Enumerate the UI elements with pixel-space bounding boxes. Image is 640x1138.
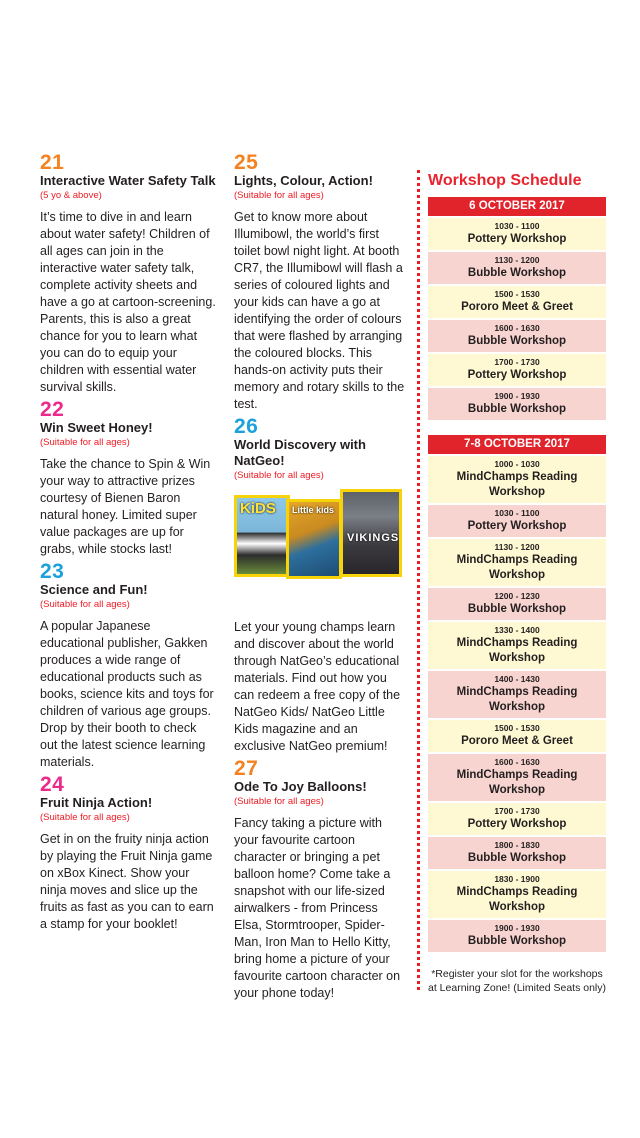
activity-number: 25 xyxy=(234,151,259,174)
natgeo-little-kids-magazine xyxy=(286,499,342,579)
activity-age-note: (Suitable for all ages) xyxy=(234,796,324,807)
slot-workshop-name: Bubble Workshop xyxy=(467,852,567,864)
slot-time: 1000 - 1030 xyxy=(494,459,540,469)
activities-column-middle xyxy=(234,153,408,1006)
activity-age-note: (Suitable for all ages) xyxy=(40,812,130,823)
natgeo-magazines-image xyxy=(234,489,408,607)
activity-number: 26 xyxy=(234,415,259,438)
slot-workshop-name: Pororo Meet & Greet xyxy=(461,735,573,747)
schedule-day-group xyxy=(428,435,606,952)
schedule-slot xyxy=(428,537,606,586)
activity-description: Take the chance to Spin & Win your way to attractive prizes courtesy of Bienen Baron natural honey. Limited super value packages are up for grabs, while stocks last! xyxy=(40,457,211,556)
activity-23 xyxy=(40,562,216,771)
slot-workshop-name: Pottery Workshop xyxy=(467,520,567,532)
schedule-slot xyxy=(428,386,606,420)
activity-description: Fancy taking a picture with your favourite cartoon character or bringing a pet balloon home? Come take a snapshot with our life-sized airwalkers - from Princess Elsa, Stormtrooper, Spider-Man, Iron Man to Hello Kitty, bring home a picture of your favourite cartoon character on your phone today! xyxy=(234,816,401,1000)
slot-workshop-name: Bubble Workshop xyxy=(467,335,567,347)
activity-age-note: (Suitable for all ages) xyxy=(234,470,324,481)
schedule-slot xyxy=(428,835,606,869)
slot-time: 1800 - 1830 xyxy=(494,840,540,850)
activity-number: 21 xyxy=(40,151,65,174)
slot-time: 1130 - 1200 xyxy=(494,255,540,265)
schedule-slot xyxy=(428,801,606,835)
activity-title: Lights, Colour, Action! xyxy=(234,173,373,188)
schedule-slot xyxy=(428,352,606,386)
slot-time: 1500 - 1530 xyxy=(494,289,540,299)
slot-time: 1600 - 1630 xyxy=(494,757,540,767)
schedule-slot xyxy=(428,586,606,620)
schedule-slot xyxy=(428,869,606,918)
schedule-groups xyxy=(428,197,606,952)
slot-workshop-name: Pottery Workshop xyxy=(467,233,567,245)
slot-time: 1200 - 1230 xyxy=(494,591,540,601)
slot-time: 1600 - 1630 xyxy=(494,323,540,333)
activity-title: Win Sweet Honey! xyxy=(40,420,153,435)
magazine-title: Little kids xyxy=(292,505,335,515)
slot-time: 1400 - 1430 xyxy=(494,674,540,684)
schedule-slot xyxy=(428,503,606,537)
slot-time: 1030 - 1100 xyxy=(494,508,540,518)
slot-workshop-name: MindChamps Reading Workshop xyxy=(456,554,578,581)
schedule-slot xyxy=(428,669,606,718)
schedule-slot xyxy=(428,620,606,669)
natgeo-vikings-magazine xyxy=(340,489,402,577)
slot-time: 1130 - 1200 xyxy=(494,542,540,552)
slot-workshop-name: MindChamps Reading Workshop xyxy=(456,637,578,664)
registration-note: *Register your slot for the workshops at Learning Zone! (Limited Seats only) xyxy=(428,968,607,994)
slot-workshop-name: Bubble Workshop xyxy=(467,603,567,615)
slot-workshop-name: Pottery Workshop xyxy=(467,818,567,830)
schedule-date-header: 6 OCTOBER 2017 xyxy=(428,197,606,216)
slot-time: 1330 - 1400 xyxy=(494,625,540,635)
schedule-title: Workshop Schedule xyxy=(428,172,582,189)
activity-description: It’s time to dive in and learn about water safety! Children of all ages can join in the interactive water safety talk, complete activity sheets and have a go at cartoon-screening. Parents, this is also a great chance for you to learn what you can do to equip your children with essential water survival skills. xyxy=(40,210,216,394)
slot-workshop-name: Pororo Meet & Greet xyxy=(461,301,573,313)
activities-column-left xyxy=(40,153,216,937)
activity-age-note: (Suitable for all ages) xyxy=(234,190,324,201)
activity-number: 22 xyxy=(40,398,65,421)
schedule-slot xyxy=(428,284,606,318)
workshop-schedule xyxy=(428,171,606,995)
schedule-slot xyxy=(428,216,606,250)
activity-21 xyxy=(40,153,216,396)
schedule-slot xyxy=(428,752,606,801)
slot-time: 1700 - 1730 xyxy=(494,806,540,816)
activity-24 xyxy=(40,775,216,933)
slot-workshop-name: Bubble Workshop xyxy=(467,403,567,415)
activity-description: Get in on the fruity ninja action by playing the Fruit Ninja game on xBox Kinect. Show your ninja moves and slice up the fruits as fast as you can to earn a stamp for your booklet! xyxy=(40,832,214,931)
activity-description: Get to know more about Illumibowl, the world’s first toilet bowl night light. At booth CR7, the Illumibowl will flash a series of coloured lights and your kids can have a go at identifying the order of colours that were flashed by arranging the coloured blocks. This hands-on activity puts their memory and rotary skills to the test. xyxy=(234,210,405,411)
slot-time: 1900 - 1930 xyxy=(494,923,540,933)
slot-time: 1500 - 1530 xyxy=(494,723,540,733)
slot-workshop-name: Bubble Workshop xyxy=(467,935,567,947)
magazine-title: VIKINGS xyxy=(347,532,400,544)
natgeo-kids-magazine xyxy=(234,495,290,577)
activity-number: 24 xyxy=(40,773,65,796)
activity-22 xyxy=(40,400,216,558)
schedule-slot xyxy=(428,454,606,503)
slot-workshop-name: MindChamps Reading Workshop xyxy=(456,686,578,713)
activity-age-note: (5 yo & above) xyxy=(40,190,102,201)
dotted-divider xyxy=(417,170,420,990)
activity-description: A popular Japanese educational publisher, Gakken produces a wide range of educational products such as books, science kits and toys for children of various age groups. Drop by their booth to check out the latest science learning materials. xyxy=(40,619,214,769)
schedule-slot xyxy=(428,718,606,752)
activity-title: Fruit Ninja Action! xyxy=(40,795,153,810)
activity-title: Science and Fun! xyxy=(40,582,148,597)
activity-25 xyxy=(234,153,408,413)
schedule-slot xyxy=(428,318,606,352)
magazine-title: KiDS xyxy=(240,500,276,517)
activity-27 xyxy=(234,759,408,1002)
activity-description: Let your young champs learn and discover about the world through NatGeo’s educational materials. Find out how you can redeem a free copy of the NatGeo Kids/ NatGeo Little Kids magazine and an exclusive NatGeo premium! xyxy=(234,620,401,753)
activity-title: Ode To Joy Balloons! xyxy=(234,779,367,794)
activity-age-note: (Suitable for all ages) xyxy=(40,599,130,610)
slot-workshop-name: Bubble Workshop xyxy=(467,267,567,279)
slot-workshop-name: MindChamps Reading Workshop xyxy=(456,769,578,796)
schedule-date-header: 7-8 OCTOBER 2017 xyxy=(428,435,606,454)
slot-time: 1700 - 1730 xyxy=(494,357,540,367)
slot-time: 1030 - 1100 xyxy=(494,221,540,231)
activity-26 xyxy=(234,417,408,755)
activity-title: World Discovery with NatGeo! xyxy=(234,437,366,468)
slot-workshop-name: MindChamps Reading Workshop xyxy=(456,886,578,913)
slot-workshop-name: MindChamps Reading Workshop xyxy=(456,471,578,498)
schedule-day-group xyxy=(428,197,606,420)
schedule-slot xyxy=(428,918,606,952)
slot-workshop-name: Pottery Workshop xyxy=(467,369,567,381)
slot-time: 1830 - 1900 xyxy=(494,874,540,884)
schedule-slot xyxy=(428,250,606,284)
activity-age-note: (Suitable for all ages) xyxy=(40,437,130,448)
activity-number: 27 xyxy=(234,757,259,780)
activity-number: 23 xyxy=(40,560,65,583)
activity-title: Interactive Water Safety Talk xyxy=(40,173,216,188)
slot-time: 1900 - 1930 xyxy=(494,391,540,401)
